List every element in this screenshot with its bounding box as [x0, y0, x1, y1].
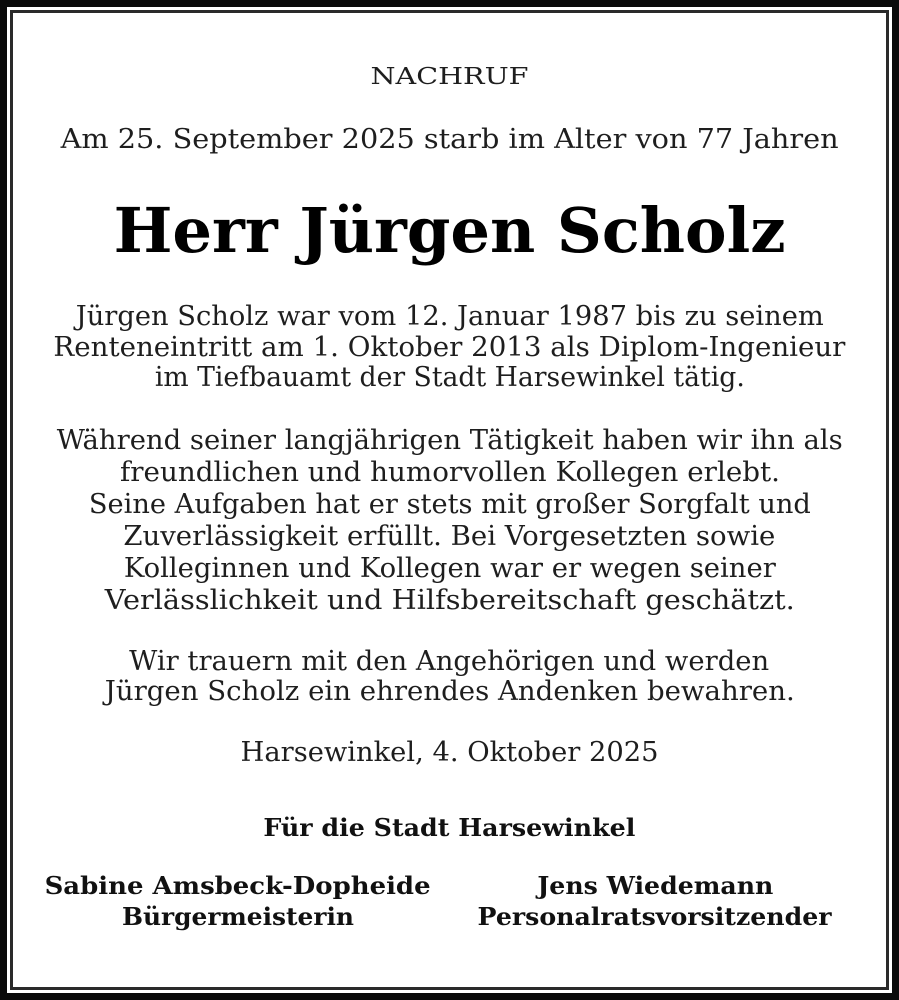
paragraph2-line: Kolleginnen und Kollegen war er wegen seiner [123, 553, 776, 584]
signatory-1-name: Sabine Amsbeck-Dopheide [44, 871, 431, 900]
signatory-2-name: Jens Wiedemann [536, 871, 773, 900]
paragraph3-line: Wir trauern mit den Angehörigen und werden [129, 646, 770, 677]
paragraph1-line: Renteneintritt am 1. Oktober 2013 als Diplom-Ingenieur [53, 332, 846, 363]
paragraph2-line: Während seiner langjährigen Tätigkeit haben wir ihn als [56, 425, 843, 456]
paragraph2-line: Verlässlichkeit und Hilfsbereitschaft geschätzt. [104, 585, 795, 616]
kicker: NACHRUF [370, 64, 529, 90]
paragraph3-line: Jürgen Scholz ein ehrendes Andenken bewahren. [104, 676, 795, 707]
paragraph2-line: Zuverlässigkeit erfüllt. Bei Vorgesetzten sowie [123, 521, 776, 552]
paragraph2-line: Seine Aufgaben hat er stets mit großer Sorgfalt und [88, 489, 811, 520]
signatory-2-role: Personalratsvorsitzender [477, 902, 832, 931]
deceased-name: Herr Jürgen Scholz [113, 194, 786, 267]
paragraph2-line: freundlichen und humorvollen Kollegen erlebt. [119, 457, 780, 488]
paragraph1-line: Jürgen Scholz war vom 12. Januar 1987 bis zu seinem [75, 301, 824, 332]
place-date: Harsewinkel, 4. Oktober 2025 [240, 737, 659, 768]
intro-line: Am 25. September 2025 starb im Alter von 77 Jahren [60, 124, 839, 155]
signed-for: Für die Stadt Harsewinkel [263, 813, 636, 842]
paragraph1-line: im Tiefbauamt der Stadt Harsewinkel tätig. [154, 362, 745, 393]
signatory-1-role: Bürgermeisterin [122, 902, 354, 931]
